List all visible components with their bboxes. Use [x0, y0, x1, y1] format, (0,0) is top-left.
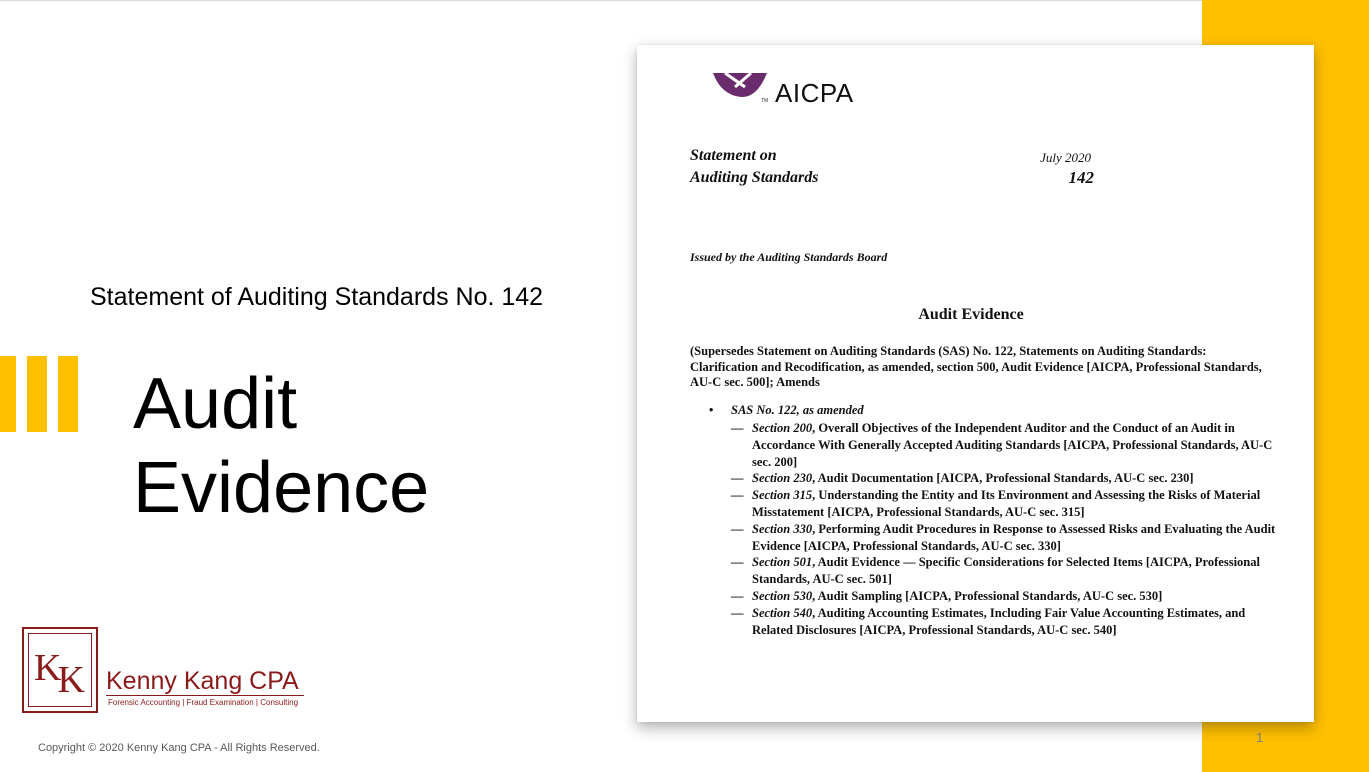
copyright-notice: Copyright © 2020 Kenny Kang CPA - All Rights Reserved.: [38, 742, 320, 754]
document-series-line: Statement on: [690, 147, 777, 164]
section-text: , Overall Objectives of the Independent Auditor and the Conduct of an Audit in Accordance With Generally Accepted Auditing Standards [AICPA, Professional Standards, AU-C sec. 200]: [752, 421, 1273, 469]
issued-by: Issued by the Auditing Standards Board: [690, 250, 888, 264]
slide-title: [133, 362, 429, 530]
top-divider: [0, 0, 1369, 1]
logo-divider: [106, 695, 304, 696]
section-list-item: [731, 605, 1281, 639]
section-ref: Section 540: [752, 605, 813, 620]
document-number: 142: [1068, 168, 1094, 187]
section-ref: Section 530: [752, 588, 813, 603]
section-list-item: [731, 521, 1281, 555]
list-dash: —: [731, 521, 744, 536]
section-list-item: [731, 554, 1281, 588]
list-dash: —: [731, 471, 744, 486]
slide-title-line: Audit: [133, 364, 298, 444]
bullet-text: SAS No. 122, as amended: [731, 403, 864, 417]
section-text: , Audit Sampling [AICPA, Professional Standards, AU-C sec. 530]: [812, 588, 1163, 603]
document-series-line: Auditing Standards: [690, 169, 819, 186]
bullet-marker: •: [709, 403, 714, 417]
section-list-item: [731, 487, 1281, 521]
list-dash: —: [731, 588, 744, 603]
aicpa-wordmark: AICPA: [775, 78, 854, 108]
kk-monogram-icon: [22, 627, 98, 713]
section-list: [731, 420, 1281, 638]
company-tagline: Forensic Accounting | Fraud Examination | Consulting: [108, 698, 299, 707]
page-number: 1: [1256, 730, 1264, 745]
accent-bars: [0, 356, 80, 432]
document-image: [637, 45, 1314, 722]
list-dash: —: [731, 421, 744, 435]
section-text: , Auditing Accounting Estimates, Including Fair Value Accounting Estimates, and Related Disclosures [AICPA, Professional Standards, AU-C sec. 540]: [752, 605, 1246, 637]
section-ref: Section 230: [752, 471, 813, 486]
company-name: Kenny Kang CPA: [106, 667, 299, 695]
monogram-letter: K: [57, 659, 81, 701]
section-list-item: [731, 588, 1281, 605]
section-text: , Audit Documentation [AICPA, Professional Standards, AU-C sec. 230]: [812, 471, 1194, 486]
list-dash: —: [731, 488, 744, 503]
section-list-item: [731, 470, 1281, 487]
document-heading: Audit Evidence: [918, 306, 1024, 323]
document-date: July 2020: [1040, 150, 1091, 165]
list-dash: —: [731, 555, 744, 570]
company-logo: [22, 627, 304, 713]
monogram-letter: K: [34, 647, 58, 689]
accent-bar: [27, 356, 47, 432]
section-ref: Section 315: [752, 488, 813, 503]
slide-title-line: Evidence: [133, 448, 430, 528]
accent-bar: [0, 356, 16, 432]
slide-subtitle: Statement of Auditing Standards No. 142: [90, 283, 544, 311]
amended-bullet: [709, 403, 864, 418]
supersedes-paragraph: (Supersedes Statement on Auditing Standards (SAS) No. 122, Statements on Auditing Standards: Clarification and Recodification, as amended, section 500, Audit Evidence [AICPA, Professional Standards, AU-C sec. 500]; Amends: [690, 344, 1262, 389]
section-text: , Understanding the Entity and Its Environment and Assessing the Risks of Material Misstatement [AICPA, Professional Standards, AU-C sec. 315]: [752, 488, 1261, 519]
section-ref: Section 200: [752, 421, 813, 435]
list-dash: —: [731, 605, 744, 620]
section-list-item: [731, 420, 1281, 470]
section-text: , Audit Evidence — Specific Considerations for Selected Items [AICPA, Professional Standards, AU-C sec. 501]: [752, 555, 1260, 587]
section-ref: Section 501: [752, 555, 813, 570]
section-ref: Section 330: [752, 521, 813, 536]
accent-bar: [58, 356, 78, 432]
trademark-symbol: TM: [761, 98, 769, 104]
section-text: , Performing Audit Procedures in Response to Assessed Risks and Evaluating the Audit Evidence [AICPA, Professional Standards, AU-C sec. 330]: [752, 521, 1276, 553]
